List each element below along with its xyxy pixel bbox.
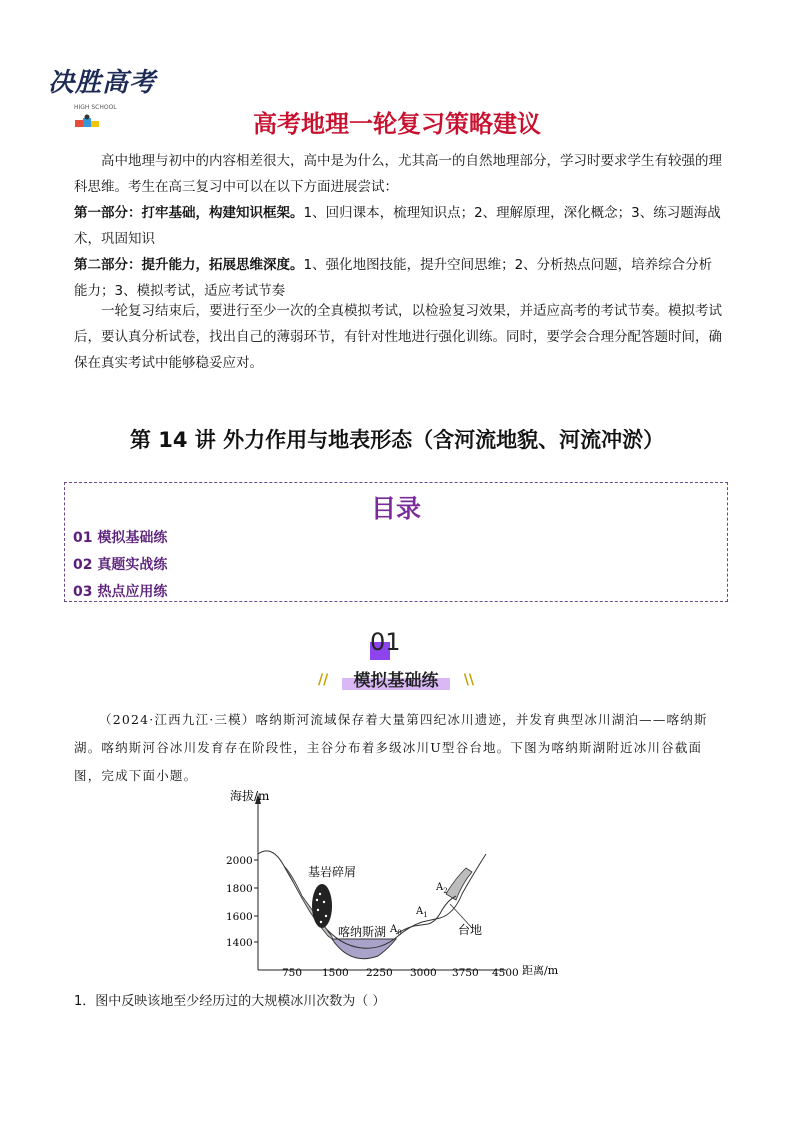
section-banner: [318, 666, 474, 694]
x-tick-4500: 4500: [492, 967, 519, 979]
x-tick-3750: 3750: [452, 967, 479, 979]
x-tick-1500: 1500: [322, 967, 349, 979]
y-tick-1400: 1400: [226, 937, 253, 949]
label-a2: $A_2$: [436, 882, 448, 895]
x-tick-3000: 3000: [410, 967, 437, 979]
question-stem: （2024·江西九江·三模）喀纳斯河流域保存着大量第四纪冰川遗迹，并发育典型冰川湖泊——喀纳斯湖。喀纳斯河谷冰川发育存在阶段性，主谷分布着多级冰川U型谷台地。下图为喀纳斯湖附近冰川谷截面图，完成下面小题。: [74, 712, 708, 783]
y-tick-1800: 1800: [226, 883, 253, 895]
intro-part-1: [74, 200, 722, 252]
label-a1: $A_1$: [416, 906, 428, 919]
x-tick-750: 750: [282, 967, 303, 979]
x-axis-label: 距离/m: [522, 964, 559, 977]
intro-paragraph-1: 高中地理与初中的内容相差很大，高中是为什么，尤其高一的自然地理部分，学习时要求学生有较强的理科思维。考生在高三复习中可以在以下方面进展尝试：: [74, 153, 722, 195]
table-of-contents: [64, 482, 728, 602]
lake-water: [332, 939, 396, 959]
banner-left-slash: //: [318, 672, 329, 688]
toc-item-1[interactable]: 01 模拟基础练: [73, 530, 168, 546]
label-lake: 喀纳斯湖: [338, 925, 387, 939]
label-platform: 台地: [458, 923, 483, 937]
intro-part-2: [74, 252, 722, 304]
banner-right-slash: \\: [463, 672, 474, 688]
toc-item-2[interactable]: 02 真题实战练: [73, 557, 168, 573]
y-tick-2000: 2000: [226, 855, 253, 867]
y-axis-label: 海拔/m: [230, 789, 270, 803]
label-debris: 基岩碎屑: [308, 865, 357, 879]
part-2-text: 1、强化地图技能，提升空间思维；2、分析热点问题，培养综合分析能力；3、模拟考试，适应考试节奏: [74, 257, 713, 299]
main-title: 高考地理一轮复习策略建议: [253, 110, 541, 138]
section-number: 01: [370, 628, 401, 656]
lecture-title: 第 14 讲 外力作用与地表形态（含河流地貌、河流冲淤）: [129, 428, 665, 452]
glacier-valley-cross-section: [210, 784, 570, 984]
label-a0: $A_0$: [390, 924, 402, 937]
part-2-label: 第二部分：提升能力，拓展思维深度。: [74, 257, 304, 273]
intro-paragraph-3: 一轮复习结束后，要进行至少一次的全真模拟考试，以检验复习效果，并适应高考的考试节奏。模拟考试后，要认真分析试卷，找出自己的薄弱环节，有针对性地进行强化训练。同时，要学会合理分配答题时间，确保在真实考试中能够稳妥应对。: [74, 303, 722, 371]
logo-subtitle: HIGH SCHOOL: [74, 104, 117, 111]
y-ticks: [226, 855, 258, 949]
y-tick-1600: 1600: [226, 911, 253, 923]
section-title: 模拟基础练: [353, 671, 439, 691]
x-ticks: [282, 967, 519, 979]
question-1: 1．图中反映该地至少经历过的大规模冰川次数为（ ）: [74, 994, 386, 1009]
toc-item-3[interactable]: 03 热点应用练: [73, 584, 168, 600]
logo-text: 决胜高考: [48, 68, 157, 98]
part-1-text: 1、回归课本，梳理知识点；2、理解原理，深化概念；3、练习题海战术，巩固知识: [74, 205, 721, 247]
x-tick-2250: 2250: [366, 967, 393, 979]
toc-title: 目录: [370, 494, 421, 523]
part-1-label: 第一部分：打牢基础，构建知识框架。: [74, 205, 304, 221]
